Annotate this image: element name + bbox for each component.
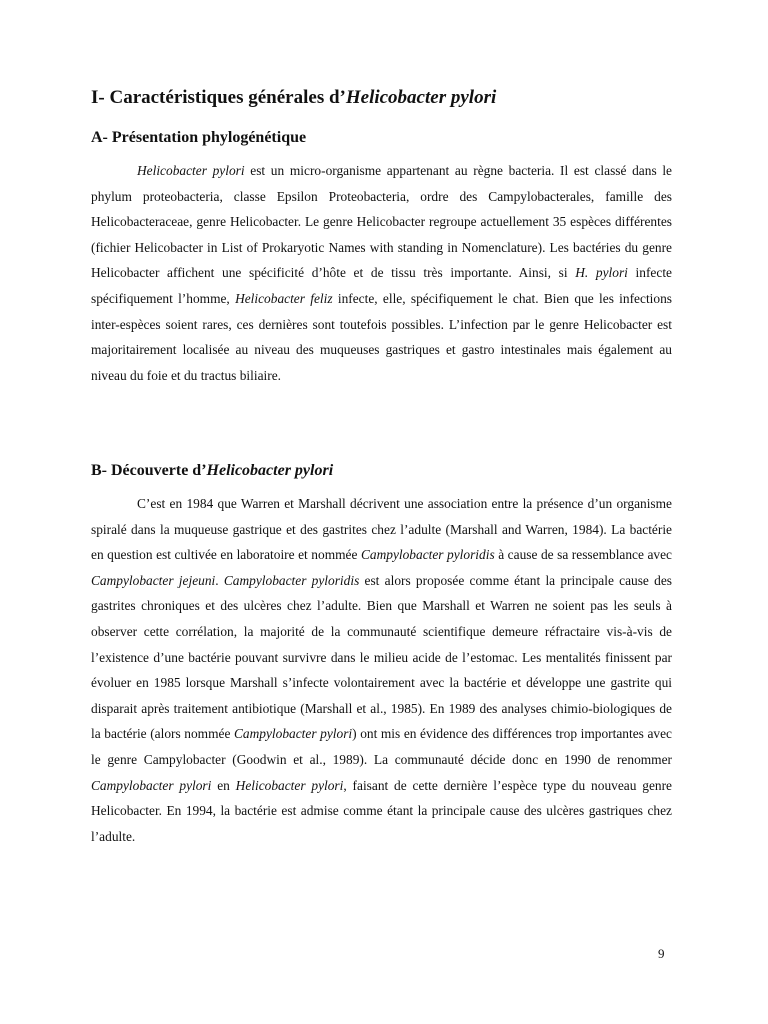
- section-a-heading: A- Présentation phylogénétique: [91, 129, 307, 146]
- section-b-heading-prefix: B- Découverte d’: [91, 462, 207, 479]
- text-run: infecte, elle, spécifiquement le chat. Bien que les infections inter-espèces soient rares, ces dernières sont toutefois possibles. L’infection par le genre Helicobacter est majoritairement localisée au niveau des muqueuses gastriques et gastro intestinales mais également au niveau du foie et du tractus biliaire.: [91, 290, 672, 383]
- section-b-heading: [91, 461, 691, 481]
- title-prefix: I- Caractéristiques générales d’: [91, 87, 346, 108]
- text-run: , faisant de cette dernière l’espèce type du nouveau genre Helicobacter. En 1994, la bactérie est admise comme étant la principale cause des ulcères gastriques chez l’adulte.: [91, 777, 672, 844]
- text-run: .: [215, 572, 224, 588]
- text-run: Campylobacter pylori: [91, 777, 212, 793]
- section-b-paragraph: [91, 491, 672, 849]
- text-run: Campylobacter pyloridis: [360, 547, 495, 563]
- text-run: ) ont mis en évidence des différences trop importantes avec le genre Campylobacter (Goodwin et al., 1989). La communauté décide donc en 1990 de renommer: [91, 726, 672, 767]
- text-run: à cause de sa ressemblance avec: [494, 547, 672, 563]
- page-title: [91, 86, 691, 110]
- text-run: Campylobacter pylori: [234, 726, 353, 742]
- section-a-paragraph: [91, 158, 672, 388]
- text-run: en: [211, 777, 236, 793]
- text-run: Helicobacter pylori: [235, 777, 344, 793]
- text-run: Campylobacter pyloridis: [223, 572, 360, 588]
- text-run: C’est en 1984 que Warren et Marshall décrivent une association entre la présence d’un organisme spiralé dans la muqueuse gastrique et des gastrites chez l’adulte (Marshall and Warren, 1984). La bactérie en question est cultivée en laboratoire et nommée: [91, 496, 672, 563]
- page-number: 9: [658, 946, 665, 961]
- text-run: est alors proposée comme étant la principale cause des gastrites chroniques et des ulcères chez l’adulte. Bien que Marshall et Warren ne soient pas les seuls à observer cette corrélation, la majorité de la communauté scientifique demeure réfractaire vis-à-vis de l’existence d’une bactérie pouvant survivre dans le milieu acide de l’estomac. Les mentalités finissent par évoluer en 1985 lorsque Marshall s’infecte volontairement avec la bactérie et développe une gastrite qui disparait après traitement antibiotique (Marshall et al., 1985). En 1989 des analyses chimio-biologiques de la bactérie (alors nommée: [91, 572, 672, 742]
- text-run: H. pylori: [575, 265, 628, 281]
- text-run: Helicobacter pylori: [137, 163, 245, 178]
- title-italic: Helicobacter pylori: [345, 87, 497, 108]
- text-run: Campylobacter jejeuni: [91, 572, 216, 588]
- text-run: Helicobacter feliz: [235, 290, 333, 306]
- text-run: est un micro-organisme appartenant au règne bacteria. Il est classé dans le phylum proteobacteria, classe Epsilon Proteobacteria, ordre des Campylobacterales, famille des Helicobacteraceae, genre Helicobacter. Le genre Helicobacter regroupe actuellement 35 espèces différentes (fichier Helicobacter in List of Prokaryotic Names with standing in Nomenclature). Les bactéries du genre Helicobacter affichent une spécificité d’hôte et de tissu très importante. Ainsi, si: [91, 163, 672, 281]
- text-run: infecte spécifiquement l’homme,: [91, 265, 672, 306]
- section-b-heading-italic: Helicobacter pylori: [206, 462, 334, 479]
